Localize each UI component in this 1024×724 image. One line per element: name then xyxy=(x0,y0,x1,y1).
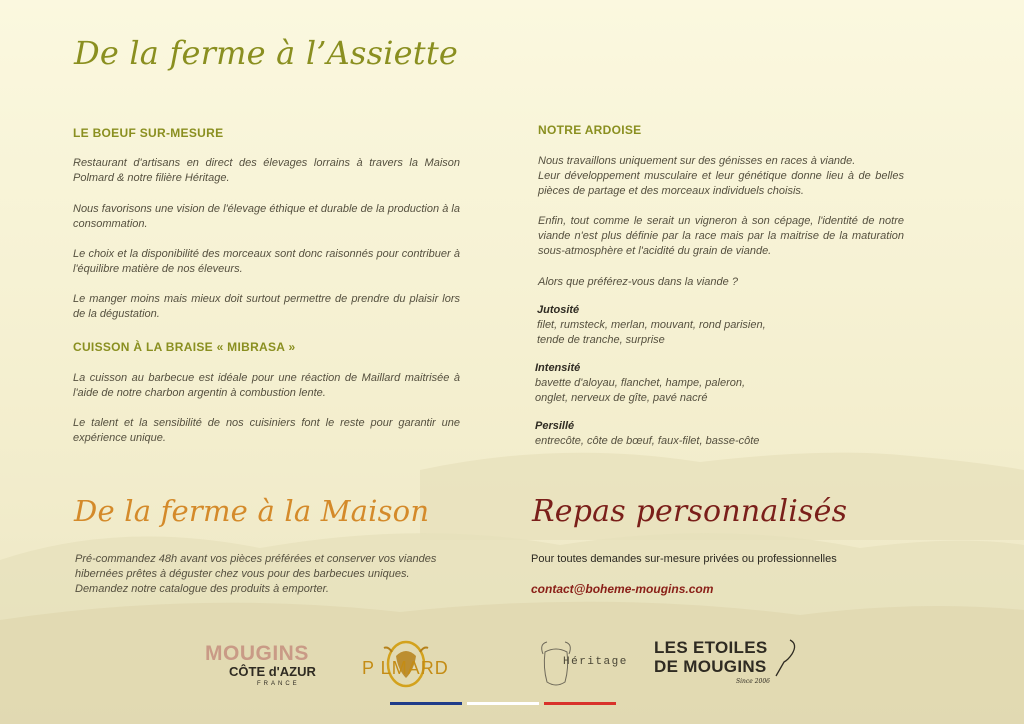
cuisson-paragraph-2: Le talent et la sensibilité de nos cuisiniers font le reste pour garantir une expérience unique. xyxy=(73,417,460,444)
etoiles-logo-since: Since 2006 xyxy=(736,678,770,685)
ardoise-paragraph-1-line-1: Nous travaillons uniquement sur des génisses en races à viande. xyxy=(538,155,856,167)
boeuf-paragraph-3: Le choix et la disponibilité des morceaux sont donc raisonnés pour contribuer à l'équilibre matière de nos éleveurs. xyxy=(73,248,460,275)
cut-list-persille: entrecôte, côte de bœuf, faux-filet, basse-côte xyxy=(535,435,760,447)
repas-text: Pour toutes demandes sur-mesure privées ou professionnelles xyxy=(531,553,837,565)
section-heading-cuisson: CUISSON À LA BRAISE « MIBRASA » xyxy=(73,340,296,354)
ardoise-question: Alors que préférez-vous dans la viande ? xyxy=(538,276,738,288)
etoiles-logo-line-1: LES ETOILES xyxy=(654,638,768,657)
maison-title: De la ferme à la Maison xyxy=(74,494,430,528)
cuisson-paragraph-1: La cuisson au barbecue est idéale pour une réaction de Maillard maitrisée à l'aide de notre charbon argentin à combustion lente. xyxy=(73,372,460,399)
cut-list-intensite: bavette d'aloyau, flanchet, hampe, paleron, onglet, nerveux de gîte, pavé nacré xyxy=(535,377,746,404)
boeuf-paragraph-2: Nous favorisons une vision de l'élevage éthique et durable de la production à la consommation. xyxy=(73,203,460,230)
polmard-logo-text: P LMARD xyxy=(362,658,449,678)
cut-heading-persille: Persillé xyxy=(535,420,575,432)
boeuf-paragraph-4: Le manger moins mais mieux doit surtout permettre de prendre du plaisir lors de la dégustation. xyxy=(73,293,460,320)
repas-title: Repas personnalisés xyxy=(532,494,848,529)
maison-line-3: Demandez notre catalogue des produits à emporter. xyxy=(75,583,329,595)
contact-email-link[interactable]: contact@boheme-mougins.com xyxy=(531,582,714,596)
heritage-logo xyxy=(535,638,628,690)
section-heading-ardoise: NOTRE ARDOISE xyxy=(538,123,642,137)
maison-line-1: Pré-commandez 48h avant vos pièces préférées et conserver vos viandes xyxy=(75,553,437,565)
mougins-cote-dazur-logo xyxy=(205,643,327,691)
page-title: De la ferme à l’Assiette xyxy=(74,34,459,72)
flag-bar-blue xyxy=(390,702,462,705)
flag-bar-red xyxy=(544,702,616,705)
ardoise-paragraph-2: Enfin, tout comme le serait un vigneron à son cépage, l'identité de notre viande n'est plus définie par la race mais par la maitrise de la maturation sous-atmosphère et l'acidité du grain de viande. xyxy=(538,215,904,257)
cut-heading-intensite: Intensité xyxy=(535,362,581,374)
ardoise-paragraph-1-line-2: Leur développement musculaire et leur génétique donne lieu à de belles pièces de partage et des morceaux individuels choisis. xyxy=(538,170,904,197)
section-heading-boeuf: LE BOEUF SUR-MESURE xyxy=(73,126,224,140)
boeuf-paragraph-1: Restaurant d'artisans en direct des élevages lorrains à travers la Maison Polmard & notre filière Héritage. xyxy=(73,157,460,184)
mougins-logo-bottom: FRANCE xyxy=(257,681,300,687)
cut-list-jutosite: filet, rumsteck, merlan, mouvant, rond parisien, tende de tranche, surprise xyxy=(537,319,766,346)
maison-line-2: hibernées prêtes à déguster chez vous pour des barbecues uniques. xyxy=(75,568,410,580)
flag-bar-white xyxy=(467,702,539,705)
mougins-logo-top: MOUGINS xyxy=(205,642,309,665)
mougins-logo-mid: CÔTE d'AZUR xyxy=(229,664,316,679)
heritage-logo-text: Héritage xyxy=(563,656,628,668)
etoiles-spoon-icon xyxy=(772,638,800,678)
etoiles-logo-line-2: DE MOUGINS xyxy=(654,657,767,676)
polmard-logo xyxy=(362,638,498,690)
cut-heading-jutosite: Jutosité xyxy=(537,304,580,316)
les-etoiles-de-mougins-logo xyxy=(654,638,804,690)
